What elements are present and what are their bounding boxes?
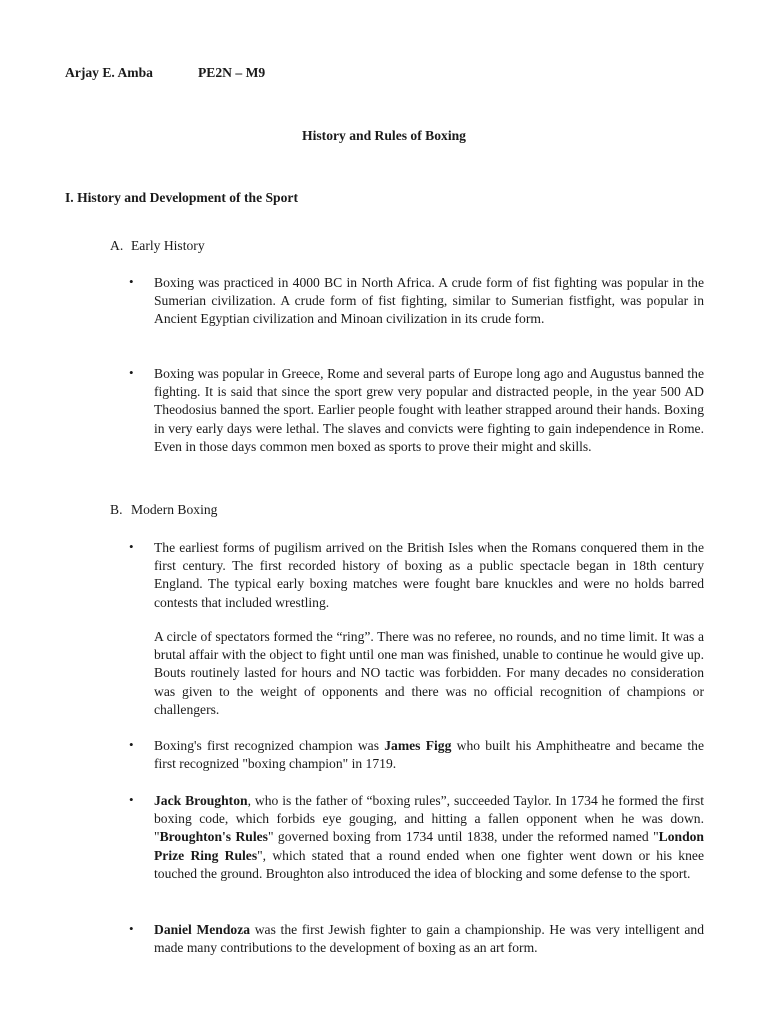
subheading-label: Modern Boxing: [131, 502, 218, 517]
section-heading: I. History and Development of the Sport: [65, 190, 298, 205]
subheading-letter: A.: [110, 238, 124, 253]
subheading-modern-boxing: [110, 502, 217, 518]
bullet-icon: •: [129, 274, 134, 289]
text-run: who built his Amphitheatre and became the first recognized "boxing champion" in 1719.: [154, 738, 704, 772]
list-item-figg: [154, 737, 704, 773]
document-title: History and Rules of Boxing: [302, 128, 466, 143]
bullet-icon: •: [129, 737, 134, 752]
list-item-mendoza: [154, 921, 704, 957]
text-run: , who is the father of “boxing rules”, succeeded Taylor. In 1734 he formed the first boxing code, which forbids eye gouging, and hitting a fallen opponent when he was down. ": [154, 793, 705, 845]
course-code: PE2N – M9: [198, 65, 266, 80]
subheading-early-history: [110, 238, 205, 254]
header-line: [65, 65, 266, 81]
bold-name: Daniel Mendoza: [154, 922, 251, 937]
subheading-label: Early History: [131, 238, 205, 253]
list-item-broughton: [154, 792, 704, 883]
bold-name: Jack Broughton: [154, 793, 248, 808]
bold-term: Broughton's Rules: [159, 829, 268, 845]
list-item-continuation: A circle of spectators formed the “ring”. There was no referee, no rounds, and no time limit. It was a brutal affair with the object to fight until one man was finished, unable to continue he would give up. Bouts routinely lasted for hours and NO tactic was forbidden. For many decades no consideration was given to the weight of opponents and there was no official recognition of champions or challengers.: [154, 629, 704, 717]
text-run: ", which stated that a round ended when one fighter went down or his knee touched the ground. Broughton also introduced the idea of blocking and some defense to the sport.: [154, 847, 704, 881]
text-run: Boxing's first recognized champion was: [154, 738, 385, 753]
author-name: Arjay E. Amba: [65, 65, 153, 80]
bullet-icon: •: [129, 539, 134, 554]
bullet-icon: •: [129, 921, 134, 936]
list-item: The earliest forms of pugilism arrived on the British Isles when the Romans conquered them in the first century. The first recorded history of boxing as a public spectacle began in 18th century England. The typical early boxing matches were fought bare knuckles and were no holds barred contests that included wrestling.: [154, 540, 704, 610]
bullet-icon: •: [129, 365, 134, 380]
text-run: " governed boxing from 1734 until 1838, under the reformed named ": [267, 829, 659, 845]
text-run: was the first Jewish fighter to gain a championship. He was very intelligent and made many contributions to the development of boxing as an art form.: [154, 922, 704, 956]
bold-name: James Figg: [384, 738, 452, 753]
bold-term: London Prize Ring Rules: [154, 829, 704, 863]
list-item: Boxing was practiced in 4000 BC in North Africa. A crude form of fist fighting was popular in the Sumerian civilization. A crude form of fist fighting, similar to Sumerian fistfight, was popular in Ancient Egyptian civilization and Minoan civilization in its crude form.: [154, 275, 704, 327]
bullet-icon: •: [129, 792, 134, 807]
list-item: Boxing was popular in Greece, Rome and several parts of Europe long ago and Augustus banned the fighting. It is said that since the sport grew very popular and distracted people, in the year 500 AD Theodosius banned the sport. Earlier people fought with leather strapped around their hands. Boxing in very early days were lethal. The slaves and convicts were fighting to gain independence in Rome. Even in those days common men boxed as sports to prove their might and skills.: [154, 366, 704, 454]
subheading-letter: B.: [110, 502, 123, 517]
